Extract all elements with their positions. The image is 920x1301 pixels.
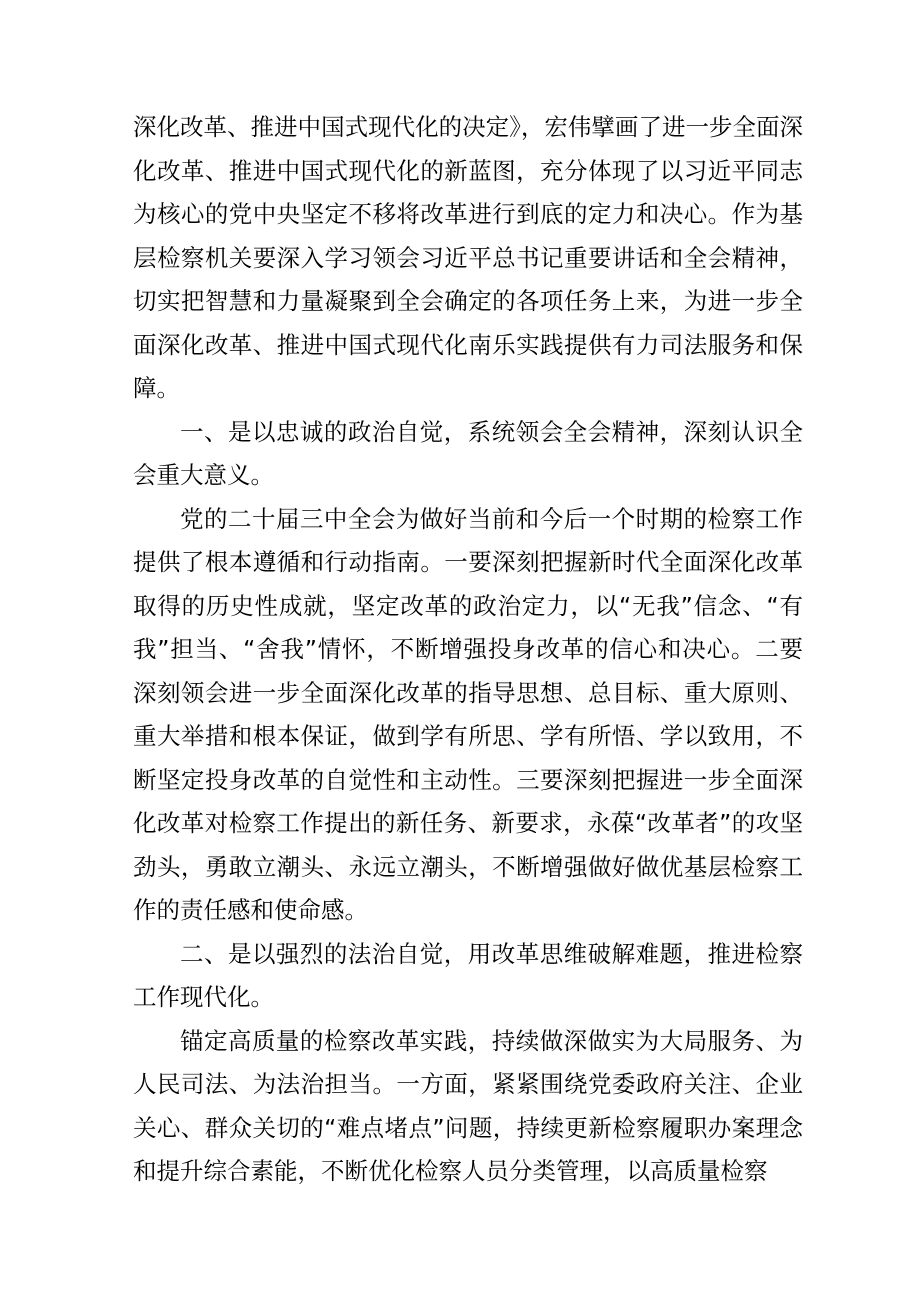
paragraph-section-1: 党的二十届三中全会为做好当前和今后一个时期的检察工作提供了根本遵循和行动指南。一要深刻把握新时代全面深化改革取得的历史性成就，坚定改革的政治定力，以“无我”信念、“有我”担当、“舍我”情怀，不断增强投身改革的信心和决心。二要深刻领会进一步全面深化改革的指导思想、总目标、重大原则、重大举措和根本保证，做到学有所思、学有所悟、学以致用，不断坚定投身改革的自觉性和主动性。三要深刻把握进一步全面深化改革对检察工作提出的新任务、新要求，永葆“改革者”的攻坚劲头，勇敢立潮头、永远立潮头，不断增强做好做优基层检察工作的责任感和使命感。 [133,504,803,924]
paragraph-section-2: 锚定高质量的检察改革实践，持续做深做实为大局服务、为人民司法、为法治担当。一方面，紧紧围绕党委政府关注、企业关心、群众关切的“难点堵点”问题，持续更新检察履职办案理念和提升综合素能，不断优化检察人员分类管理，以高质量检察 [133,1026,803,1185]
section-heading-1: 一、是以忠诚的政治自觉，系统领会全会精神，深刻认识全会重大意义。 [133,417,803,489]
paragraph-intro: 深化改革、推进中国式现代化的决定》，宏伟擘画了进一步全面深化改革、推进中国式现代化的新蓝图，充分体现了以习近平同志为核心的党中央坚定不移将改革进行到底的定力和决心。作为基层检察机关要深入学习领会习近平总书记重要讲话和全会精神，切实把智慧和力量凝聚到全会确定的各项任务上来，为进一步全面深化改革、推进中国式现代化南乐实践提供有力司法服务和保障。 [133,113,803,402]
document-body [133,106,803,1194]
section-heading-2: 二、是以强烈的法治自觉，用改革思维破解难题，推进检察工作现代化。 [133,939,803,1011]
